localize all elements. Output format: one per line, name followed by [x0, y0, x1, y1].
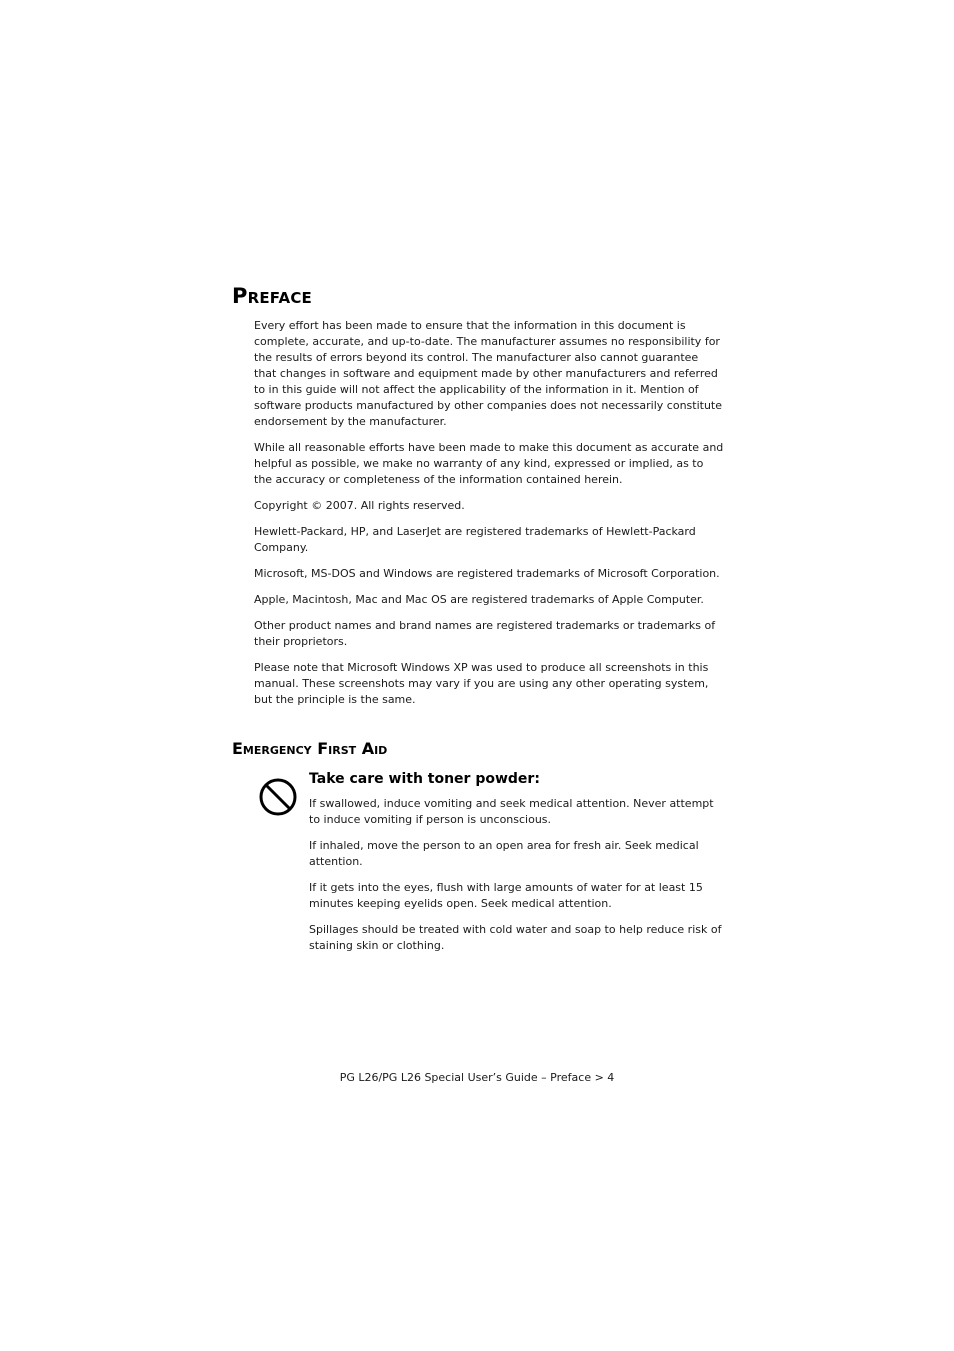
first-aid-paragraph: If it gets into the eyes, flush with large amounts of water for at least 15 minutes keeping eyelids open. Seek medical attention.	[309, 881, 703, 910]
first-aid-heading: Emergency First Aid	[232, 739, 388, 758]
screenshot-note: Please note that Microsoft Windows XP was used to produce all screenshots in this manual. These screenshots may vary if you are using any other operating system, but the principle is the same.	[254, 661, 709, 706]
first-aid-body	[309, 770, 724, 964]
trademark-notice: Other product names and brand names are registered trademarks or trademarks of their proprietors.	[254, 619, 716, 648]
page-footer: PG L26/PG L26 Special User’s Guide – Preface > 4	[339, 1071, 615, 1084]
preface-paragraph: Every effort has been made to ensure that the information in this document is complete, accurate, and up-to-date. The manufacturer assumes no responsibility for the results of errors beyond its control. The manufacturer also cannot guarantee that changes in software and equipment made by other manufacturers and referred to in this guide will not affect the applicability of the information in it. Mention of software products manufactured by other companies does not necessarily constitute endorsement by the manufacturer.	[254, 319, 723, 428]
preface-heading: Preface	[232, 284, 312, 308]
first-aid-paragraph: If inhaled, move the person to an open area for fresh air. Seek medical attention.	[309, 839, 699, 868]
copyright-notice: Copyright © 2007. All rights reserved.	[254, 499, 465, 512]
first-aid-paragraph: If swallowed, induce vomiting and seek medical attention. Never attempt to induce vomiting if person is unconscious.	[309, 797, 714, 826]
first-aid-paragraph: Spillages should be treated with cold water and soap to help reduce risk of staining skin or clothing.	[309, 923, 722, 952]
trademark-notice: Apple, Macintosh, Mac and Mac OS are registered trademarks of Apple Computer.	[254, 593, 704, 606]
preface-paragraph: While all reasonable efforts have been made to make this document as accurate and helpful as possible, we make no warranty of any kind, expressed or implied, as to the accuracy or completeness of the information contained herein.	[254, 441, 724, 486]
preface-body	[254, 318, 724, 718]
toner-warning-title: Take care with toner powder:	[309, 771, 540, 787]
trademark-notice: Hewlett-Packard, HP, and LaserJet are registered trademarks of Hewlett-Packard Company.	[254, 525, 696, 554]
prohibited-icon	[258, 777, 298, 817]
trademark-notice: Microsoft, MS-DOS and Windows are registered trademarks of Microsoft Corporation.	[254, 567, 720, 580]
